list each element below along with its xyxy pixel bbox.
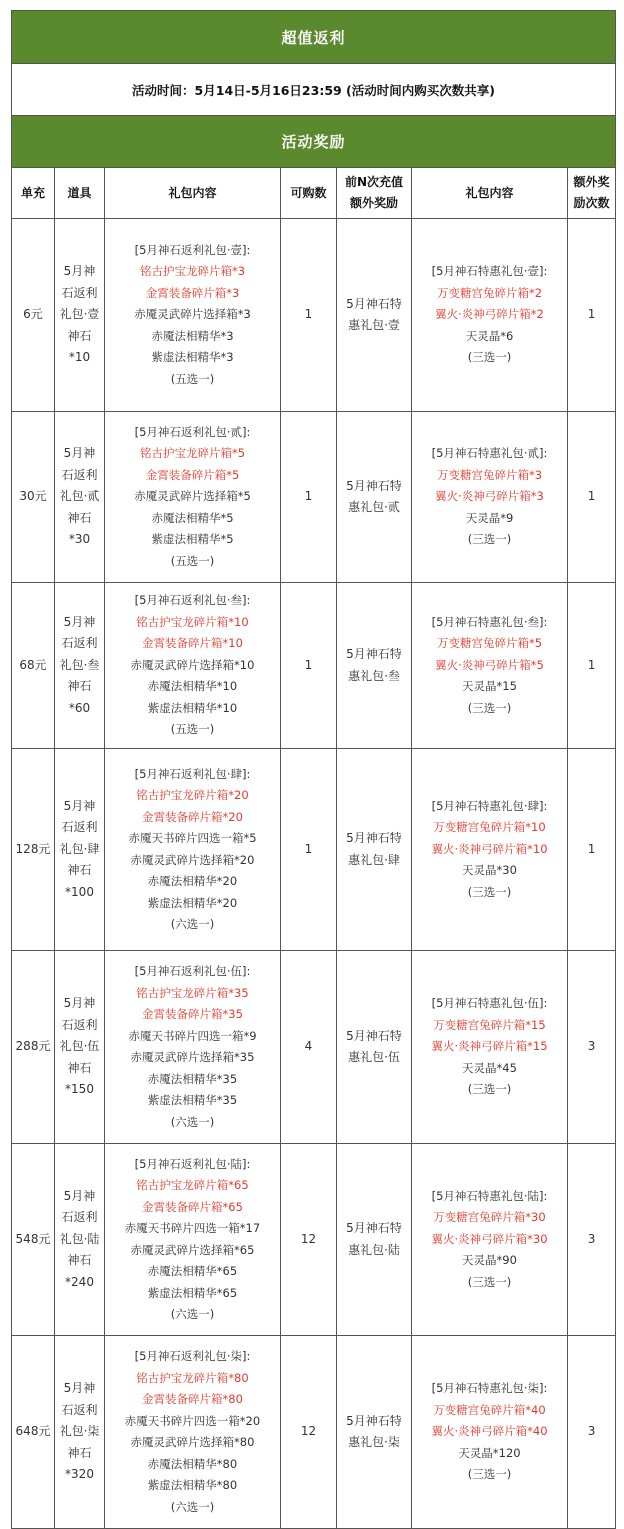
bonus-line: 惠礼包·陆 bbox=[348, 1242, 400, 1257]
content-line: 赤魇天书碎片四选一箱*17 bbox=[124, 1221, 261, 1235]
item-line: 神石 bbox=[67, 1060, 92, 1075]
bonus-cell bbox=[337, 219, 412, 412]
content-line: 赤魇灵武碎片选择箱*80 bbox=[130, 1435, 255, 1449]
bonus-content-line: [5月神石特惠礼包·贰]: bbox=[431, 446, 548, 461]
content-line: 赤魇灵武碎片选择箱*10 bbox=[130, 657, 255, 672]
content-line: (五选一) bbox=[170, 371, 215, 386]
bonus-content-line: 翼火·炎神弓碎片箱*2 bbox=[435, 307, 544, 322]
table-row bbox=[12, 219, 616, 412]
item-cell bbox=[55, 951, 105, 1144]
content-line: 赤魇灵武碎片选择箱*20 bbox=[130, 852, 255, 867]
price-cell: 648元 bbox=[12, 1336, 55, 1529]
bonus-content-line: 翼火·炎神弓碎片箱*15 bbox=[431, 1039, 548, 1054]
content-line: [5月神石返利礼包·肆]: bbox=[134, 766, 251, 781]
extra-count-cell: 3 bbox=[568, 951, 616, 1144]
bonus-content-line: 天灵晶*45 bbox=[462, 1060, 517, 1075]
content-line: 赤魇法相精华*65 bbox=[147, 1264, 238, 1278]
item-line: 5月神 bbox=[63, 446, 96, 461]
item-line: *240 bbox=[65, 1274, 94, 1289]
bonus-content-line: 天灵晶*6 bbox=[465, 328, 514, 343]
bonus-content-line: [5月神石特惠礼包·叁]: bbox=[431, 614, 548, 629]
item-line: 石返利 bbox=[61, 1017, 98, 1032]
bonus-line: 惠礼包·柒 bbox=[348, 1435, 400, 1449]
bonus-content-line: (三选一) bbox=[467, 350, 512, 365]
content-line: 金霄装备碎片箱*10 bbox=[142, 636, 243, 651]
content-line: 铭古护宝龙碎片箱*80 bbox=[136, 1370, 249, 1385]
price-cell: 288元 bbox=[12, 951, 55, 1144]
item-cell bbox=[55, 749, 105, 951]
content-line: (六选一) bbox=[170, 1114, 215, 1129]
table-row bbox=[12, 583, 616, 749]
count-cell: 1 bbox=[281, 749, 337, 951]
content-line: 赤魇灵武碎片选择箱*65 bbox=[130, 1242, 255, 1257]
item-line: 礼包·贰 bbox=[59, 489, 100, 504]
count-cell: 1 bbox=[281, 583, 337, 749]
extra-count-cell: 3 bbox=[568, 1144, 616, 1336]
bonus-content-line: [5月神石特惠礼包·壹]: bbox=[431, 264, 548, 279]
bonus-content-line: (三选一) bbox=[467, 1274, 512, 1289]
count-cell: 12 bbox=[281, 1336, 337, 1529]
count-cell: 4 bbox=[281, 951, 337, 1144]
col-header-price: 单充 bbox=[12, 168, 55, 219]
item-line: 神石 bbox=[67, 510, 92, 525]
content-line: 铭古护宝龙碎片箱*5 bbox=[139, 446, 246, 461]
bonus-cell bbox=[337, 412, 412, 583]
bonus-content-line: (三选一) bbox=[467, 1082, 512, 1097]
bonus-contents-cell bbox=[412, 219, 568, 412]
content-line: 紫虚法相精华*10 bbox=[147, 700, 238, 715]
item-line: 礼包·壹 bbox=[59, 307, 100, 322]
item-line: 5月神 bbox=[63, 996, 96, 1011]
item-line: 石返利 bbox=[61, 1210, 98, 1225]
content-line: (五选一) bbox=[170, 722, 215, 737]
content-line: 紫虚法相精华*65 bbox=[147, 1285, 238, 1300]
bonus-content-line: [5月神石特惠礼包·柒]: bbox=[431, 1381, 548, 1396]
content-line: 金霄装备碎片箱*65 bbox=[142, 1199, 243, 1214]
bonus-content-line: 天灵晶*30 bbox=[462, 863, 517, 878]
item-line: *60 bbox=[68, 700, 91, 715]
bonus-line: 5月神石特 bbox=[346, 831, 402, 845]
bonus-line: 惠礼包·贰 bbox=[348, 500, 400, 514]
contents-cell bbox=[105, 749, 281, 951]
content-line: (六选一) bbox=[170, 1307, 215, 1321]
item-line: 神石 bbox=[67, 1445, 92, 1460]
bonus-contents-cell bbox=[412, 583, 568, 749]
price-cell: 30元 bbox=[12, 412, 55, 583]
item-line: *320 bbox=[65, 1467, 94, 1482]
bonus-line: 5月神石特 bbox=[346, 647, 402, 661]
item-cell bbox=[55, 583, 105, 749]
bonus-line: 惠礼包·伍 bbox=[348, 1050, 400, 1064]
bonus-line: 5月神石特 bbox=[346, 1028, 402, 1043]
item-line: 神石 bbox=[67, 679, 92, 694]
content-line: 赤魇天书碎片四选一箱*20 bbox=[124, 1413, 261, 1428]
bonus-contents-cell bbox=[412, 1144, 568, 1336]
content-line: 金霄装备碎片箱*3 bbox=[145, 285, 240, 300]
item-line: 礼包·陆 bbox=[59, 1231, 100, 1246]
bonus-contents-cell bbox=[412, 951, 568, 1144]
content-line: [5月神石返利礼包·陆]: bbox=[134, 1156, 251, 1171]
table-row bbox=[12, 1336, 616, 1529]
item-line: 石返利 bbox=[61, 467, 98, 482]
activity-time: 活动时间：5月14日-5月16日23:59 (活动时间内购买次数共享) bbox=[12, 64, 616, 116]
bonus-content-line: 天灵晶*90 bbox=[462, 1253, 517, 1268]
content-line: 紫虚法相精华*35 bbox=[147, 1093, 238, 1107]
item-line: *150 bbox=[65, 1082, 94, 1097]
bonus-content-line: 翼火·炎神弓碎片箱*3 bbox=[435, 489, 544, 504]
bonus-content-line: 翼火·炎神弓碎片箱*10 bbox=[431, 841, 548, 856]
content-line: 铭古护宝龙碎片箱*3 bbox=[139, 264, 246, 279]
item-line: 石返利 bbox=[61, 636, 98, 651]
bonus-content-line: [5月神石特惠礼包·伍]: bbox=[431, 996, 548, 1011]
bonus-content-line: [5月神石特惠礼包·陆]: bbox=[431, 1188, 548, 1203]
item-line: 5月神 bbox=[63, 798, 96, 813]
content-line: [5月神石返利礼包·伍]: bbox=[134, 964, 251, 978]
col-header-bonus-contents: 礼包内容 bbox=[412, 168, 568, 219]
bonus-content-line: 天灵晶*15 bbox=[462, 679, 517, 694]
bonus-cell bbox=[337, 583, 412, 749]
item-cell bbox=[55, 219, 105, 412]
bonus-content-line: 万变糖宫兔碎片箱*15 bbox=[433, 1017, 546, 1032]
count-cell: 12 bbox=[281, 1144, 337, 1336]
item-line: 礼包·柒 bbox=[59, 1424, 100, 1439]
col-header-extra-text: 额外奖励次数 bbox=[573, 175, 610, 210]
count-cell: 1 bbox=[281, 219, 337, 412]
contents-cell bbox=[105, 412, 281, 583]
price-cell: 6元 bbox=[12, 219, 55, 412]
item-line: 5月神 bbox=[63, 1381, 96, 1396]
table-row bbox=[12, 1144, 616, 1336]
item-line: 石返利 bbox=[61, 1402, 98, 1417]
col-header-extra bbox=[568, 168, 616, 219]
item-line: 石返利 bbox=[61, 820, 98, 835]
bonus-content-line: 万变糖宫兔碎片箱*10 bbox=[433, 820, 546, 835]
extra-count-cell: 1 bbox=[568, 583, 616, 749]
col-header-contents: 礼包内容 bbox=[105, 168, 281, 219]
contents-cell bbox=[105, 1144, 281, 1336]
bonus-line: 5月神石特 bbox=[346, 1221, 402, 1235]
content-line: 金霄装备碎片箱*80 bbox=[142, 1392, 243, 1406]
reward-section-title: 活动奖励 bbox=[12, 116, 616, 168]
bonus-line: 惠礼包·肆 bbox=[348, 852, 400, 867]
item-line: 礼包·伍 bbox=[59, 1039, 100, 1054]
bonus-line: 惠礼包·叁 bbox=[348, 668, 400, 683]
bonus-line: 5月神石特 bbox=[346, 478, 402, 493]
contents-cell bbox=[105, 219, 281, 412]
item-line: *10 bbox=[68, 350, 91, 365]
content-line: 赤魇法相精华*20 bbox=[147, 874, 238, 888]
bonus-cell bbox=[337, 951, 412, 1144]
contents-cell bbox=[105, 951, 281, 1144]
item-line: 5月神 bbox=[63, 264, 96, 279]
rebate-table bbox=[11, 10, 616, 1529]
table-row bbox=[12, 749, 616, 951]
content-line: [5月神石返利礼包·叁]: bbox=[134, 593, 251, 608]
bonus-content-line: (三选一) bbox=[467, 1467, 512, 1482]
bonus-content-line: (三选一) bbox=[467, 700, 512, 715]
bonus-content-line: (三选一) bbox=[467, 884, 512, 899]
content-line: 赤魇天书碎片四选一箱*5 bbox=[128, 831, 257, 845]
bonus-contents-cell bbox=[412, 412, 568, 583]
page-title: 超值返利 bbox=[12, 11, 616, 64]
contents-cell bbox=[105, 583, 281, 749]
content-line: 赤魇法相精华*3 bbox=[151, 328, 234, 343]
bonus-content-line: 万变糖宫兔碎片箱*40 bbox=[433, 1402, 546, 1417]
bonus-content-line: 万变糖宫兔碎片箱*2 bbox=[436, 285, 543, 300]
item-line: 神石 bbox=[67, 328, 92, 343]
bonus-content-line: 万变糖宫兔碎片箱*30 bbox=[433, 1210, 546, 1225]
col-header-bonus bbox=[337, 168, 412, 219]
bonus-content-line: 万变糖宫兔碎片箱*3 bbox=[436, 467, 543, 482]
content-line: 紫虚法相精华*5 bbox=[151, 532, 234, 547]
item-cell bbox=[55, 1336, 105, 1529]
item-cell bbox=[55, 1144, 105, 1336]
content-line: 赤魇灵武碎片选择箱*3 bbox=[134, 307, 251, 322]
content-line: [5月神石返利礼包·壹]: bbox=[134, 242, 251, 257]
bonus-line: 5月神石特 bbox=[346, 1413, 402, 1428]
item-line: 礼包·肆 bbox=[59, 841, 100, 856]
content-line: (六选一) bbox=[170, 917, 215, 931]
extra-count-cell: 1 bbox=[568, 219, 616, 412]
content-line: 铭古护宝龙碎片箱*10 bbox=[136, 614, 249, 629]
content-line: 铭古护宝龙碎片箱*20 bbox=[136, 788, 249, 802]
bonus-contents-cell bbox=[412, 1336, 568, 1529]
bonus-content-line: 翼火·炎神弓碎片箱*40 bbox=[431, 1424, 548, 1439]
item-line: 神石 bbox=[67, 863, 92, 878]
item-line: 礼包·叁 bbox=[59, 657, 100, 672]
price-cell: 548元 bbox=[12, 1144, 55, 1336]
content-line: 赤魇天书碎片四选一箱*9 bbox=[128, 1028, 257, 1043]
item-cell bbox=[55, 412, 105, 583]
bonus-line: 5月神石特 bbox=[346, 296, 402, 311]
bonus-content-line: (三选一) bbox=[467, 532, 512, 547]
content-line: 紫虚法相精华*3 bbox=[151, 350, 234, 365]
col-header-item: 道具 bbox=[55, 168, 105, 219]
table-row bbox=[12, 951, 616, 1144]
item-line: 神石 bbox=[67, 1253, 92, 1268]
item-line: *30 bbox=[68, 532, 91, 547]
bonus-line: 惠礼包·壹 bbox=[348, 318, 400, 332]
content-line: (五选一) bbox=[170, 553, 215, 568]
bonus-content-line: 天灵晶*9 bbox=[465, 510, 514, 525]
bonus-content-line: 翼火·炎神弓碎片箱*5 bbox=[435, 657, 544, 672]
item-line: *100 bbox=[65, 884, 94, 899]
item-line: 5月神 bbox=[63, 1188, 96, 1203]
content-line: 赤魇法相精华*10 bbox=[147, 679, 238, 694]
bonus-content-line: 翼火·炎神弓碎片箱*30 bbox=[431, 1231, 548, 1246]
rebate-table-container bbox=[11, 10, 615, 1529]
content-line: 赤魇法相精华*5 bbox=[151, 510, 234, 525]
item-line: 5月神 bbox=[63, 614, 96, 629]
content-line: 赤魇法相精华*35 bbox=[147, 1071, 238, 1086]
price-cell: 68元 bbox=[12, 583, 55, 749]
content-line: 金霄装备碎片箱*35 bbox=[142, 1007, 243, 1021]
price-cell: 128元 bbox=[12, 749, 55, 951]
table-header-row bbox=[12, 168, 616, 219]
content-line: [5月神石返利礼包·柒]: bbox=[134, 1349, 251, 1363]
bonus-cell bbox=[337, 1336, 412, 1529]
bonus-cell bbox=[337, 1144, 412, 1336]
extra-count-cell: 3 bbox=[568, 1336, 616, 1529]
content-line: 紫虚法相精华*80 bbox=[147, 1478, 238, 1492]
content-line: 赤魇灵武碎片选择箱*5 bbox=[134, 489, 251, 504]
extra-count-cell: 1 bbox=[568, 412, 616, 583]
col-header-count: 可购数 bbox=[281, 168, 337, 219]
extra-count-cell: 1 bbox=[568, 749, 616, 951]
bonus-content-line: 天灵晶*120 bbox=[458, 1445, 521, 1460]
content-line: 紫虚法相精华*20 bbox=[147, 895, 238, 910]
content-line: 金霄装备碎片箱*5 bbox=[145, 467, 240, 482]
bonus-contents-cell bbox=[412, 749, 568, 951]
content-line: (六选一) bbox=[170, 1499, 215, 1514]
content-line: [5月神石返利礼包·贰]: bbox=[134, 424, 251, 439]
content-line: 铭古护宝龙碎片箱*35 bbox=[136, 985, 249, 1000]
table-row bbox=[12, 412, 616, 583]
content-line: 铭古护宝龙碎片箱*65 bbox=[136, 1178, 249, 1192]
col-header-bonus-text: 前N次充值额外奖励 bbox=[344, 175, 404, 210]
content-line: 赤魇灵武碎片选择箱*35 bbox=[130, 1050, 255, 1064]
content-line: 赤魇法相精华*80 bbox=[147, 1456, 238, 1471]
item-line: 石返利 bbox=[61, 285, 98, 300]
bonus-content-line: [5月神石特惠礼包·肆]: bbox=[431, 798, 548, 813]
count-cell: 1 bbox=[281, 412, 337, 583]
bonus-cell bbox=[337, 749, 412, 951]
contents-cell bbox=[105, 1336, 281, 1529]
content-line: 金霄装备碎片箱*20 bbox=[142, 809, 243, 824]
bonus-content-line: 万变糖宫兔碎片箱*5 bbox=[436, 636, 543, 651]
